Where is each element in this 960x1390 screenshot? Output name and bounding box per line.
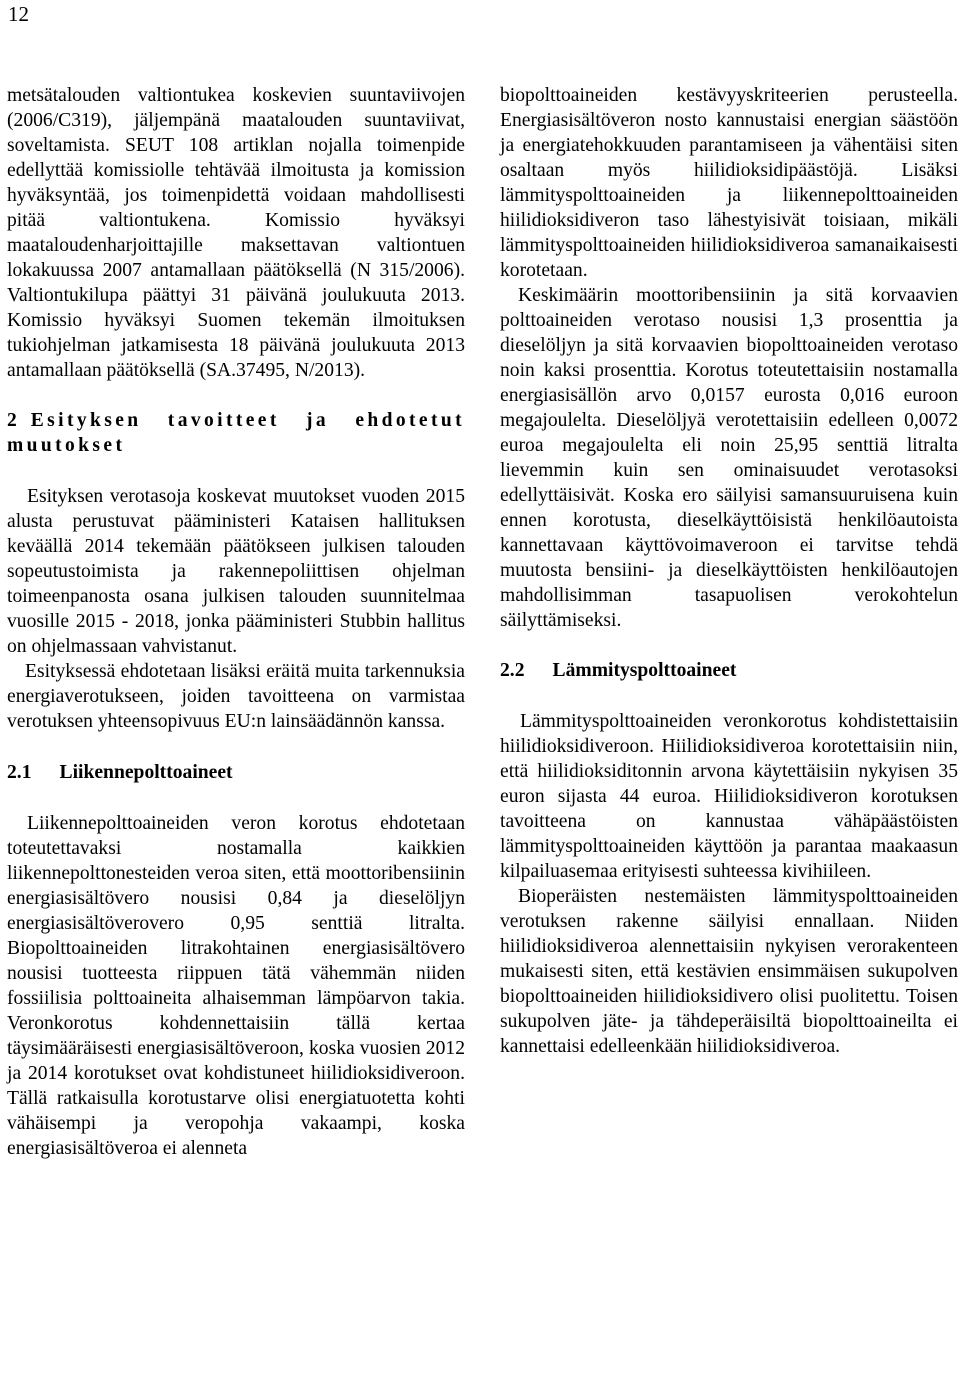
paragraph-s21-1: Liikennepolttoaineiden veron korotus ehdotetaan toteutettavaksi nostamalla kaikkien liikennepolttonesteiden veroa siten, että moottoribensiinin energiasisältövero nousisi 0,84 ja dieselöljyn energiasisältöverovero 0,95 senttiä litralta. Biopolttoaineiden litrakohtainen energiasisältövero nousisi tuotteesta riippuen tätä vähemmän niiden fossiilisia polttoaineita alhaisemman lämpöarvon takia. Veronkorotus kohdennettaisiin tällä kertaa täysimääräisesti energiasisältöveroon, koska vuosien 2012 ja 2014 korotukset ovat kohdistuneet hiilidioksidiveroon. Tällä ratkaisulla korotustarve olisi energiatuotetta kohti vähäisempi ja veropohja vakaampi, koska energiasisältöveroa ei alenneta: [7, 813, 465, 1159]
section-2-2-heading: [500, 658, 958, 683]
section-2-number: 2: [7, 410, 17, 431]
left-column: [7, 83, 465, 1161]
section-2-1-title: Liikennepolttoaineet: [59, 762, 233, 783]
right-column: [500, 83, 958, 1059]
section-2-heading: [7, 408, 465, 458]
section-2-1-heading: [7, 760, 465, 785]
page-number: 12: [8, 2, 29, 26]
paragraph-s2-1: Esityksen verotasoja koskevat muutokset vuoden 2015 alusta perustuvat pääministeri Kataisen hallituksen keväällä 2014 tekemään päätökseen julkisen talouden sopeutustoimista ja rakennepoliittisen ohjelman toimeenpanosta osana julkisen talouden suunnitelmaa vuosille 2015 - 2018, jonka pääministeri Stubbin hallitus on ohjelmassaan vahvistanut.: [7, 486, 465, 657]
paragraph-s2-2: Esityksessä ehdotetaan lisäksi eräitä muita tarkennuksia energiaverotukseen, joiden tavoitteena on varmistaa verotuksen yhteensopivuus EU:n lainsäädännön kanssa.: [7, 661, 465, 732]
section-2-2-title: Lämmityspolttoaineet: [552, 660, 737, 681]
section-2-2-number: 2.2: [500, 660, 525, 681]
section-2-1-number: 2.1: [7, 762, 32, 783]
paragraph-s22-2: Bioperäisten nestemäisten lämmityspolttoaineiden verotuksen rakenne säilyisi ennallaan. Niiden hiilidioksidiveroa alennettaisiin nykyisen verorakenteen mukaisesti siten, että kestävien ensimmäisen sukupolven biopolttoaineiden hiilidioksidivero olisi puolitettu. Toisen sukupolven jäte- ja tähdeperäisiltä biopolttoaineilta ei kannettaisi edelleenkään hiilidioksidiveroa.: [500, 886, 958, 1057]
paragraph-intro: metsätalouden valtiontukea koskevien suuntaviivojen (2006/C319), jäljempänä maatalouden suuntaviivat, soveltamista. SEUT 108 artiklan nojalla toimenpide edellyttää komissiolle tehtävää ilmoitusta ja komission hyväksyntää, jos toimenpidettä voidaan mahdollisesti pitää valtiontukena. Komissio hyväksyi maataloudenharjoittajille maksettavan valtiontuen lokakuussa 2007 antamallaan päätöksellä (N 315/2006). Valtiontukilupa päättyi 31 päivänä joulukuuta 2013. Komissio hyväksyi Suomen tekemän ilmoituksen tukiohjelman jatkamisesta 18 päivänä joulukuuta 2013 antamallaan päätöksellä (SA.37495, N/2013).: [7, 85, 465, 381]
paragraph-continuation: biopolttoaineiden kestävyyskriteerien perusteella. Energiasisältöveron nosto kannustaisi energian säästöön ja energiatehokkuuden parantamiseen ja vähentäisi siten osaltaan myös hiilidioksidipäästöjä. Lisäksi lämmityspolttoaineiden ja liikennepolttoaineiden hiilidioksidiveron taso lähestyisivät toisiaan, mikäli lämmityspolttoaineiden hiilidioksidiveroa samanaikaisesti korotetaan.: [500, 85, 958, 281]
section-2-title: Esityksen tavoitteet ja ehdotetut muutokset: [7, 410, 465, 456]
paragraph-s22-1: Lämmityspolttoaineiden veronkorotus kohdistettaisiin hiilidioksidiveroon. Hiilidioksidiveroa korotettaisiin niin, että hiilidioksiditonnin arvona käytettäisiin nykyisen 35 euron sijasta 44 euroa. Hiilidioksidiveron korotuksen tavoitteena on kannustaa vähäpäästöisten lämmityspolttoaineiden käyttöön ja parantaa maakaasun kilpailuasemaa erityisesti suhteessa kivihiileen.: [500, 711, 958, 882]
paragraph-fuel-tax-levels: Keskimäärin moottoribensiinin ja sitä korvaavien polttoaineiden verotaso nousisi 1,3 prosenttia ja dieselöljyn ja sitä korvaavien biopolttoaineiden verotaso noin kaksi prosenttia. Korotus toteutettaisiin nostamalla energiasisällön arvo 0,0157 eurosta 0,016 euroon megajoulelta. Dieselöljyä verotettaisiin edelleen 0,0072 euroa megajoulelta eli noin 25,95 senttiä litralta lievemmin kuin sen ominaisuudet verotasoksi edellyttäisivät. Koska ero säilyisi samansuuruisena kuin ennen korotusta, dieselkäyttöisistä henkilöautoista kannettavaan käyttövoimaveroon ei tarvitse tehdä muutosta bensiini- ja dieselkäyttöisten henkilöautojen mahdollisimman tasapuolisen verokohtelun säilyttämiseksi.: [500, 285, 958, 631]
